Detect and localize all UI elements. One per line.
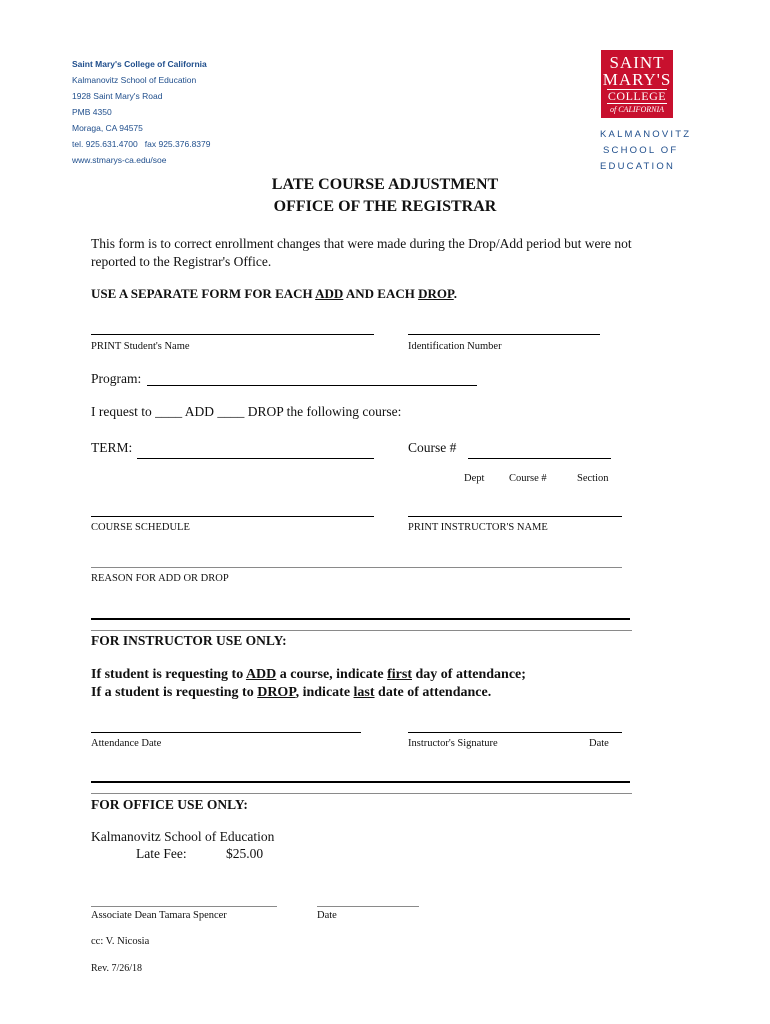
notice-prefix: USE A SEPARATE FORM FOR EACH xyxy=(91,286,316,301)
program-label: Program: xyxy=(91,371,142,386)
logo-line-3: COLLEGE xyxy=(607,89,667,103)
drop-instruction-c: date of attendance. xyxy=(374,685,492,700)
pmb-address: PMB 4350 xyxy=(72,107,112,117)
instructor-name-line[interactable] xyxy=(408,516,622,517)
term-line[interactable] xyxy=(137,458,374,459)
course-sublabel: Course # xyxy=(509,473,547,484)
reason-line[interactable] xyxy=(91,567,622,568)
website: www.stmarys-ca.edu/soe xyxy=(72,155,167,165)
logo-line-4: of CALIFORNIA xyxy=(610,105,664,114)
instructor-name-label: PRINT INSTRUCTOR'S NAME xyxy=(408,522,548,533)
drop-instruction xyxy=(91,685,491,701)
id-number-line[interactable] xyxy=(408,334,600,335)
instructor-use-heading: FOR INSTRUCTOR USE ONLY: xyxy=(91,633,287,648)
late-fee-label: Late Fee: xyxy=(136,846,187,861)
notice-drop: DROP xyxy=(418,286,454,301)
drop-instruction-drop: DROP xyxy=(257,685,296,700)
section-label: Section xyxy=(577,473,609,484)
revision-note: Rev. 7/26/18 xyxy=(91,963,143,974)
office-school-name: Kalmanovitz School of Education xyxy=(91,829,275,844)
student-name-line[interactable] xyxy=(91,334,374,335)
intro-line-2: reported to the Registrar's Office. xyxy=(91,254,272,269)
add-instruction-c: day of attendance; xyxy=(412,667,526,682)
dean-signature-label: Associate Dean Tamara Spencer xyxy=(91,910,227,921)
reason-label: REASON FOR ADD OR DROP xyxy=(91,573,229,584)
course-number-label: Course # xyxy=(408,440,457,455)
college-name: Saint Mary's College of California xyxy=(72,59,207,69)
course-schedule-line[interactable] xyxy=(91,516,374,517)
notice-suffix: . xyxy=(453,286,457,301)
term-label: TERM: xyxy=(91,440,133,455)
instructor-section-thin-rule xyxy=(91,630,632,631)
school-name: Kalmanovitz School of Education xyxy=(72,75,197,85)
add-instruction xyxy=(91,667,526,683)
add-instruction-a: If student is requesting to xyxy=(91,667,246,682)
intro-line-1: This form is to correct enrollment changes that were made during the Drop/Add period but were not xyxy=(91,236,632,251)
course-number-line[interactable] xyxy=(468,458,611,459)
instructor-section-rule xyxy=(91,618,630,620)
school-mark-line-2: SCHOOL OF xyxy=(603,145,679,156)
form-title: LATE COURSE ADJUSTMENT xyxy=(271,176,499,193)
notice-middle: AND EACH xyxy=(343,286,419,301)
student-name-label: PRINT Student's Name xyxy=(91,341,190,352)
drop-instruction-b: , indicate xyxy=(295,685,354,700)
college-logo xyxy=(601,50,673,118)
office-section-rule xyxy=(91,781,630,783)
add-instruction-add: ADD xyxy=(245,667,277,682)
street-address: 1928 Saint Mary's Road xyxy=(72,91,163,101)
dept-label: Dept xyxy=(464,473,485,484)
office-section-thin-rule xyxy=(91,793,632,794)
cc-note: cc: V. Nicosia xyxy=(91,936,150,947)
office-title: OFFICE OF THE REGISTRAR xyxy=(273,198,497,215)
city-address: Moraga, CA 94575 xyxy=(72,123,143,133)
course-schedule-label: COURSE SCHEDULE xyxy=(91,522,190,533)
drop-instruction-a: If a student is requesting to xyxy=(91,685,258,700)
dean-signature-line[interactable] xyxy=(91,906,277,907)
program-line[interactable] xyxy=(147,385,477,386)
instructor-signature-line[interactable] xyxy=(408,732,622,733)
dean-date-label: Date xyxy=(317,910,337,921)
school-mark-line-3: EDUCATION xyxy=(600,161,676,172)
attendance-date-label: Attendance Date xyxy=(91,738,162,749)
logo-line-2: MARY'S xyxy=(602,70,672,89)
request-add-drop: I request to ____ ADD ____ DROP the following course: xyxy=(91,404,402,419)
drop-instruction-last: last xyxy=(353,685,375,700)
id-number-label: Identification Number xyxy=(408,341,502,352)
attendance-date-line[interactable] xyxy=(91,732,361,733)
late-fee-value: $25.00 xyxy=(226,846,264,861)
instructor-date-label: Date xyxy=(589,738,609,749)
phone-fax: tel. 925.631.4700 fax 925.376.8379 xyxy=(72,139,211,149)
logo-line-1: SAINT xyxy=(609,53,665,72)
dean-date-line[interactable] xyxy=(317,906,419,907)
instructor-signature-label: Instructor's Signature xyxy=(408,738,498,749)
add-instruction-b: a course, indicate xyxy=(276,667,388,682)
add-instruction-first: first xyxy=(387,667,412,682)
school-mark-line-1: KALMANOVITZ xyxy=(600,129,692,140)
notice-add: ADD xyxy=(315,286,344,301)
separate-form-notice xyxy=(91,286,457,302)
office-use-heading: FOR OFFICE USE ONLY: xyxy=(91,797,248,812)
